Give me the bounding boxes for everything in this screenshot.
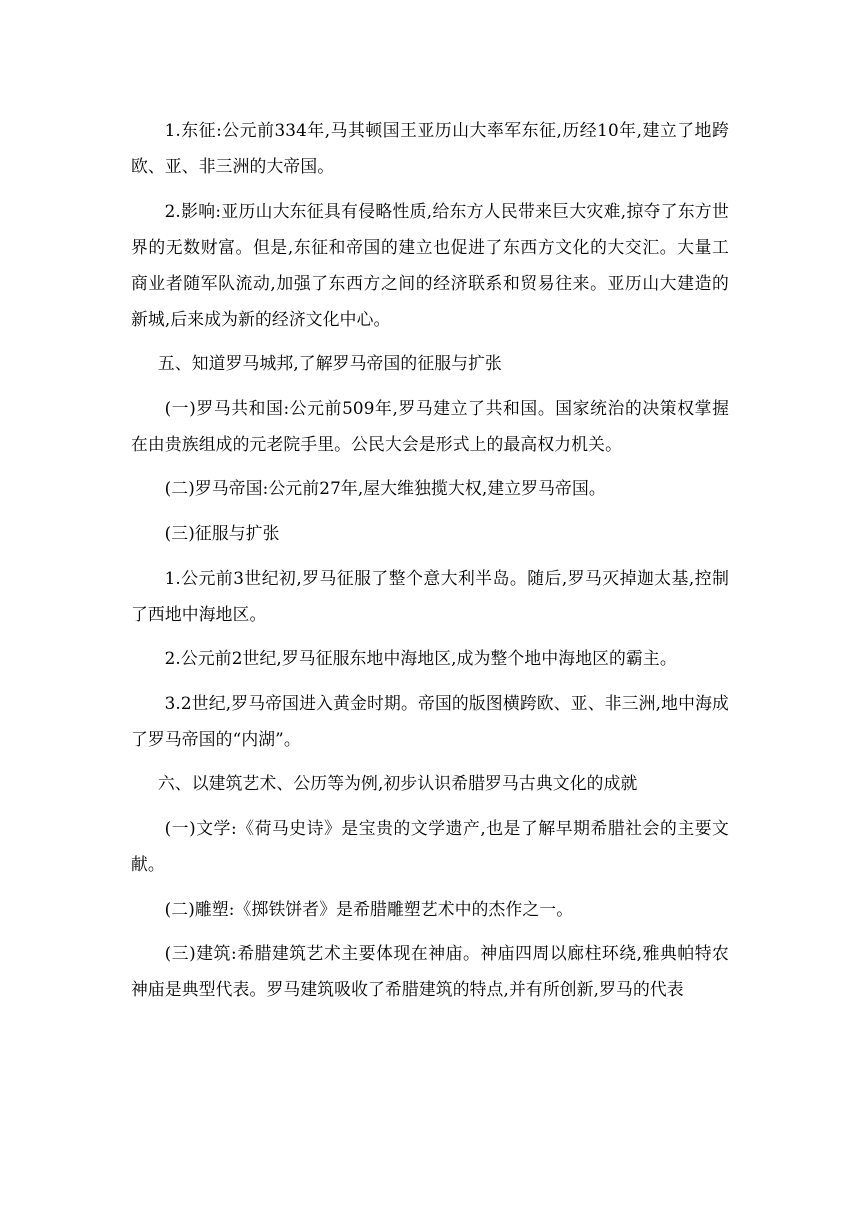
- subheading-conquest-expansion: (三)征服与扩张: [164, 522, 280, 543]
- section-heading-six: 六、以建筑艺术、公历等为例,初步认识希腊罗马古典文化的成就: [157, 773, 638, 794]
- paragraph-conquest-1: 1.公元前3世纪初,罗马征服了整个意大利半岛。随后,罗马灭掉迦太基,控制了西地中海地区。: [131, 567, 729, 624]
- paragraph-conquest-3: 3.2世纪,罗马帝国进入黄金时期。帝国的版图横跨欧、亚、非三洲,地中海成了罗马帝国的“内湖”。: [131, 692, 729, 749]
- paragraph-eastern-expedition: 1.东征:公元前334年,马其顿国王亚历山大率军东征,历经10年,建立了地跨欧、亚、非三洲的大帝国。: [131, 120, 729, 176]
- paragraph-roman-empire: (二)罗马帝国:公元前27年,屋大维独揽大权,建立罗马帝国。: [164, 478, 606, 499]
- paragraph-literature: (一)文学:《荷马史诗》是宝贵的文学遗产,也是了解早期希腊社会的主要文献。: [131, 817, 729, 874]
- paragraph-expedition-impact: 2.影响:亚历山大东征具有侵略性质,给东方人民带来巨大灾难,掠夺了东方世界的无数财富。但是,东征和帝国的建立也促进了东西方文化的大交汇。大量工商业者随军队流动,加强了东西方之间的经济联系和贸易往来。亚历山大建造的新城,后来成为新的经济文化中心。: [131, 200, 729, 329]
- paragraph-conquest-2: 2.公元前2世纪,罗马征服东地中海地区,成为整个地中海地区的霸主。: [164, 648, 677, 669]
- document-body: [131, 112, 729, 1007]
- paragraph-architecture: (三)建筑:希腊建筑艺术主要体现在神庙。神庙四周以廊柱环绕,雅典帕特农神庙是典型代表。罗马建筑吸收了希腊建筑的特点,并有所创新,罗马的代表: [131, 943, 729, 1000]
- paragraph-sculpture: (二)雕塑:《掷铁饼者》是希腊雕塑艺术中的杰作之一。: [164, 898, 574, 919]
- section-heading-five: 五、知道罗马城邦,了解罗马帝国的征服与扩张: [157, 353, 502, 374]
- paragraph-roman-republic: (一)罗马共和国:公元前509年,罗马建立了共和国。国家统治的决策权掌握在由贵族组成的元老院手里。公民大会是形式上的最高权力机关。: [131, 397, 729, 454]
